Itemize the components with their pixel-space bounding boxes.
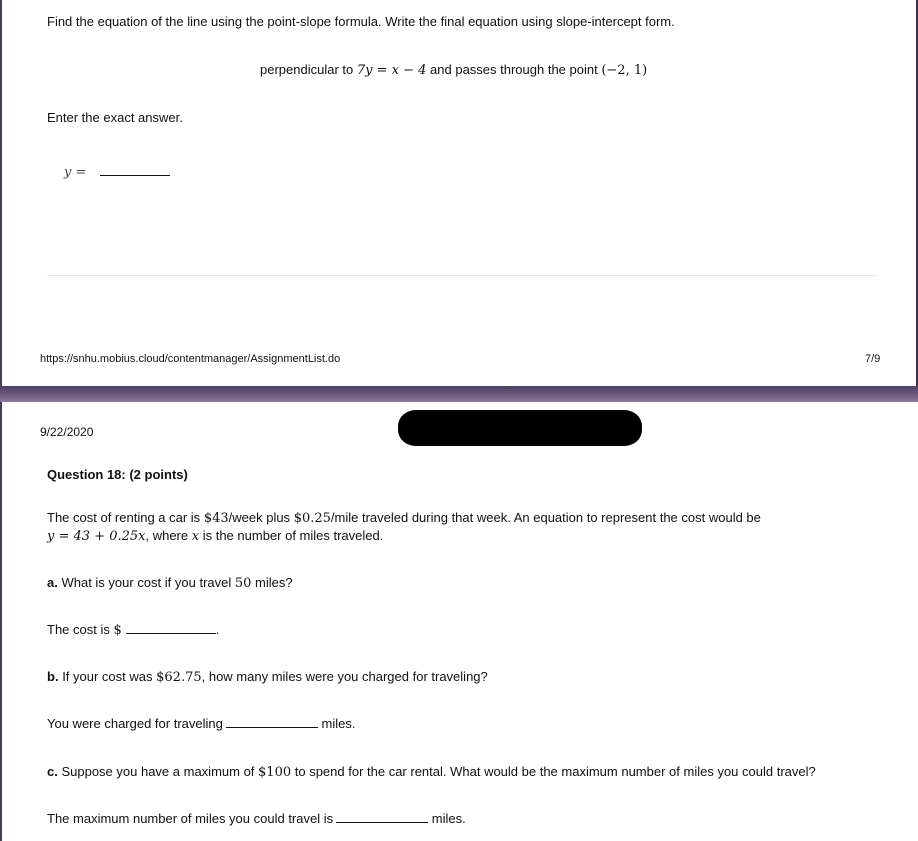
part-c-text-2: to spend for the car rental. What would be the maximum number of miles you could travel? xyxy=(294,764,816,779)
page-left-border xyxy=(0,0,2,841)
part-b-answer-suffix: miles. xyxy=(321,716,356,731)
problem-mid: and passes through the point xyxy=(430,62,598,77)
footer-page-number: 7/9 xyxy=(865,353,881,365)
part-a-answer-prefix: The cost is xyxy=(47,622,110,637)
page-date: 9/22/2020 xyxy=(40,425,94,439)
intro-text-2: /week plus xyxy=(228,510,291,525)
intro-text-1: The cost of renting a car is xyxy=(47,510,201,525)
section-divider xyxy=(47,275,877,276)
part-c-text-1: Suppose you have a maximum of xyxy=(61,764,255,779)
part-a-text-2: miles? xyxy=(255,575,293,590)
part-c-answer-input[interactable] xyxy=(336,811,428,823)
part-a-text-1: What is your cost if you travel xyxy=(61,575,232,590)
enter-label: Enter the exact answer. xyxy=(47,110,183,125)
part-c-answer-prefix: The maximum number of miles you could travel is xyxy=(47,811,334,826)
part-a-value: 50 xyxy=(234,576,252,591)
problem-prefix: perpendicular to xyxy=(260,62,354,77)
part-c-label: c. xyxy=(47,764,58,779)
part-b-value: $62.75 xyxy=(156,670,202,685)
question-intro-line2 xyxy=(47,528,383,544)
problem-statement xyxy=(260,62,647,78)
part-a-answer-input[interactable] xyxy=(126,622,216,634)
question-title: Question 18: (2 points) xyxy=(47,467,188,482)
part-b-answer-input[interactable] xyxy=(226,716,318,728)
part-b-text-1: If your cost was xyxy=(62,669,153,684)
part-c-question xyxy=(47,764,816,780)
problem-point: (−2, 1) xyxy=(601,63,648,78)
part-a-answer-suffix: . xyxy=(215,622,220,637)
part-a-answer-row xyxy=(47,622,219,638)
part-b-text-2: , how many miles were you charged for traveling? xyxy=(201,669,488,684)
intro-text-5: is the number of miles traveled. xyxy=(202,528,384,543)
part-b-question xyxy=(47,669,488,685)
problem-equation: 7y = x − 4 xyxy=(356,63,427,78)
page-break xyxy=(0,386,918,402)
intro-text-3: /mile traveled during that week. An equation to represent the cost would be xyxy=(330,510,761,525)
redaction-mark xyxy=(398,410,642,446)
instruction-text: Find the equation of the line using the point-slope formula. Write the final equation using slope-intercept form. xyxy=(47,14,675,29)
part-c-answer-row xyxy=(47,811,466,826)
intro-variable: x xyxy=(191,529,200,544)
part-b-answer-prefix: You were charged for traveling xyxy=(47,716,223,731)
intro-price: $43 xyxy=(203,511,229,526)
part-c-value: $100 xyxy=(258,765,292,780)
part-c-answer-suffix: miles. xyxy=(431,811,466,826)
answer-row xyxy=(64,164,170,180)
answer-input[interactable] xyxy=(100,164,170,176)
part-a-dollar: $ xyxy=(113,623,122,638)
answer-label: y = xyxy=(64,165,87,180)
intro-mile-rate: $0.25 xyxy=(293,511,331,526)
question-intro-line1 xyxy=(47,510,761,526)
intro-text-4: , where xyxy=(145,528,189,543)
footer-url: https://snhu.mobius.cloud/contentmanager/AssignmentList.do xyxy=(40,353,341,365)
intro-equation: y = 43 + 0.25x xyxy=(47,529,146,544)
part-a-label: a. xyxy=(47,575,58,590)
part-a-question xyxy=(47,575,293,591)
part-b-answer-row xyxy=(47,716,355,731)
part-b-label: b. xyxy=(47,669,59,684)
